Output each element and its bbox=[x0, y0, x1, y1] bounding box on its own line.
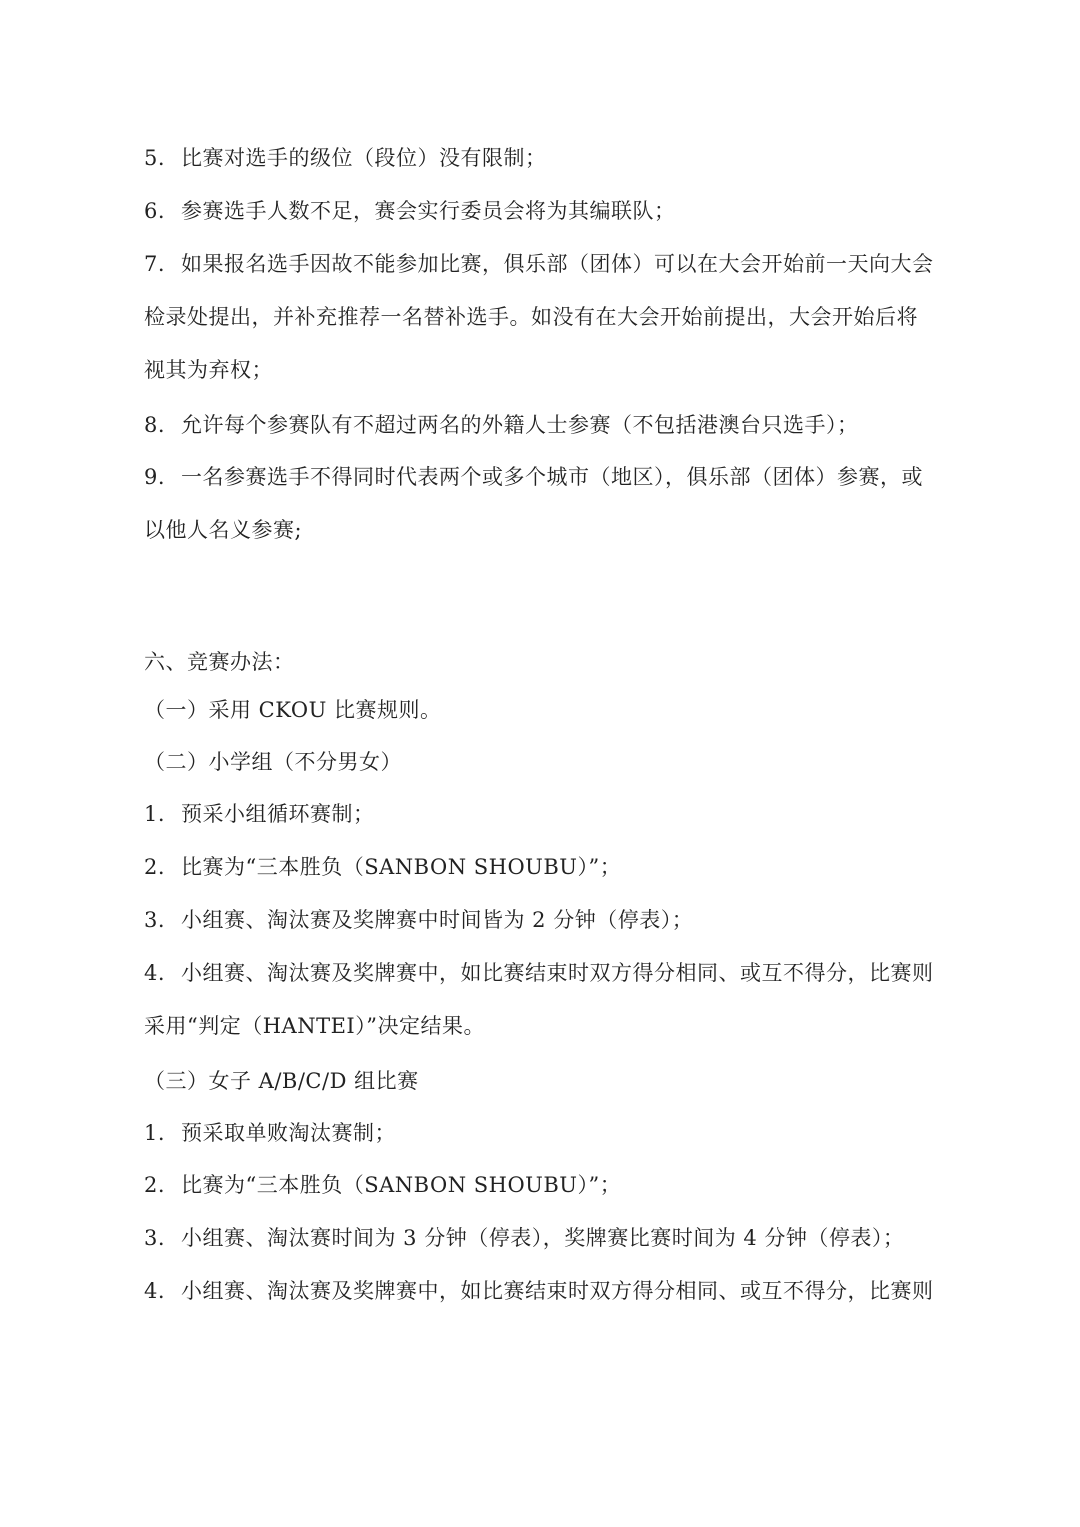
list-item-9 bbox=[144, 462, 923, 492]
list-item-9-continuation: 以他人名义参赛; bbox=[144, 518, 303, 542]
list-item bbox=[144, 799, 375, 829]
list-number: 5. bbox=[144, 146, 166, 170]
list-text: 小组赛、淘汰赛及奖牌赛中，如比赛结束时双方得分相同、或互不得分，比赛则 bbox=[181, 1279, 934, 1303]
list-item-7-continuation: 视其为弃权； bbox=[144, 358, 273, 382]
list-item bbox=[144, 1118, 396, 1148]
list-item bbox=[144, 1170, 621, 1200]
section-heading: 六、竞赛办法： bbox=[144, 650, 295, 674]
list-item-5 bbox=[144, 143, 547, 173]
list-item bbox=[144, 852, 621, 882]
list-number: 3. bbox=[144, 908, 166, 932]
list-text: 如果报名选手因故不能参加比赛，俱乐部（团体）可以在大会开始前一天向大会 bbox=[181, 252, 934, 276]
subsection-heading: （二）小学组（不分男女） bbox=[144, 750, 402, 774]
list-item bbox=[144, 905, 693, 935]
list-text: 一名参赛选手不得同时代表两个或多个城市（地区），俱乐部（团体）参赛，或 bbox=[181, 465, 923, 489]
list-number: 4. bbox=[144, 1279, 166, 1303]
list-text: 小组赛、淘汰赛及奖牌赛中时间皆为 2 分钟（停表）； bbox=[181, 908, 694, 932]
list-number: 2. bbox=[144, 1173, 166, 1197]
list-item-6 bbox=[144, 196, 676, 226]
list-number: 8. bbox=[144, 413, 166, 437]
list-text: 预采小组循环赛制； bbox=[181, 802, 375, 826]
list-text: 参赛选手人数不足，赛会实行委员会将为其编联队； bbox=[181, 199, 676, 223]
subsection-heading: （三）女子 A/B/C/D 组比赛 bbox=[144, 1069, 419, 1093]
list-text: 比赛为“三本胜负（SANBON SHOUBU）”； bbox=[181, 855, 622, 879]
list-item-8 bbox=[144, 410, 859, 440]
list-text: 比赛对选手的级位（段位）没有限制； bbox=[181, 146, 547, 170]
list-number: 2. bbox=[144, 855, 166, 879]
list-number: 9. bbox=[144, 465, 166, 489]
list-item-7-continuation: 检录处提出，并补充推荐一名替补选手。如没有在大会开始前提出，大会开始后将 bbox=[144, 305, 918, 329]
list-text: 预采取单败淘汰赛制； bbox=[181, 1121, 396, 1145]
list-number: 1. bbox=[144, 802, 166, 826]
list-item-continuation: 采用“判定（HANTEI）”决定结果。 bbox=[144, 1014, 485, 1038]
list-text: 小组赛、淘汰赛及奖牌赛中，如比赛结束时双方得分相同、或互不得分，比赛则 bbox=[181, 961, 934, 985]
list-item bbox=[144, 1223, 904, 1253]
list-number: 4. bbox=[144, 961, 166, 985]
list-text: 小组赛、淘汰赛时间为 3 分钟（停表），奖牌赛比赛时间为 4 分钟（停表）； bbox=[181, 1226, 905, 1250]
list-item bbox=[144, 958, 934, 988]
list-number: 3. bbox=[144, 1226, 166, 1250]
list-text: 允许每个参赛队有不超过两名的外籍人士参赛（不包括港澳台只选手）； bbox=[181, 413, 859, 437]
list-item-7 bbox=[144, 249, 934, 279]
list-item bbox=[144, 1276, 934, 1306]
list-text: 比赛为“三本胜负（SANBON SHOUBU）”； bbox=[181, 1173, 622, 1197]
subsection-heading: （一）采用 CKOU 比赛规则。 bbox=[144, 698, 442, 722]
list-number: 7. bbox=[144, 252, 166, 276]
list-number: 6. bbox=[144, 199, 166, 223]
list-number: 1. bbox=[144, 1121, 166, 1145]
